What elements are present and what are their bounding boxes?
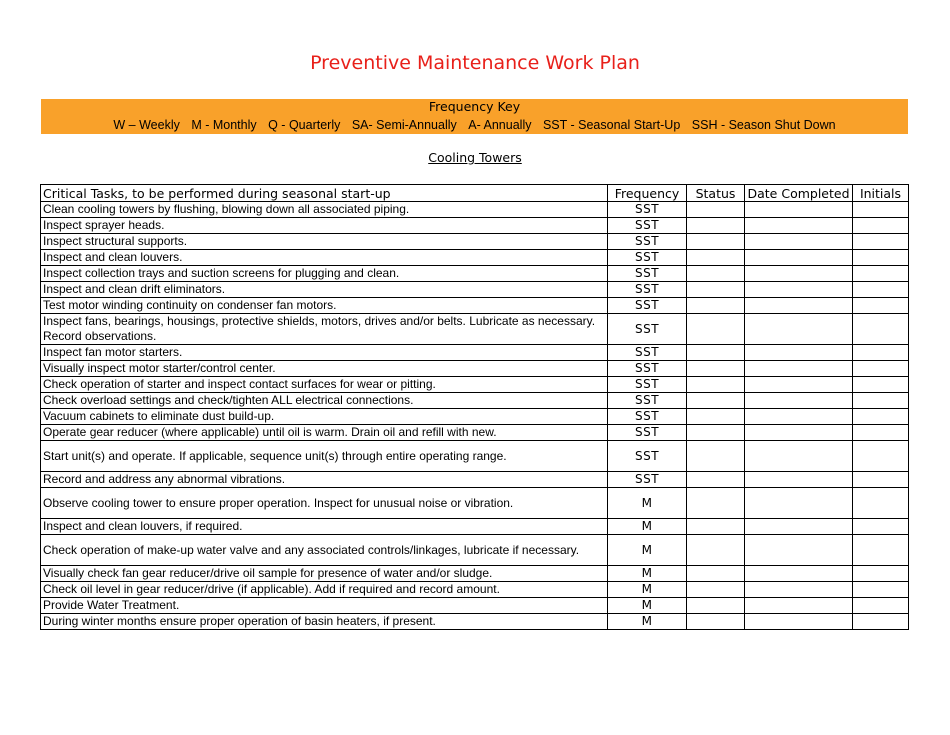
frequency-cell: SST bbox=[608, 266, 687, 282]
frequency-cell: SST bbox=[608, 345, 687, 361]
frequency-cell: SST bbox=[608, 250, 687, 266]
initials-cell[interactable] bbox=[853, 298, 909, 314]
initials-cell[interactable] bbox=[853, 488, 909, 519]
table-row bbox=[41, 488, 909, 519]
date-completed-cell[interactable] bbox=[745, 535, 853, 566]
task-cell: Test motor winding continuity on condenser fan motors. bbox=[41, 298, 608, 314]
frequency-key-heading: Frequency Key bbox=[428, 99, 521, 114]
status-cell[interactable] bbox=[687, 266, 745, 282]
task-cell: Inspect fan motor starters. bbox=[41, 345, 608, 361]
task-cell: Visually check fan gear reducer/drive oil sample for presence of water and/or sludge. bbox=[41, 566, 608, 582]
status-cell[interactable] bbox=[687, 298, 745, 314]
date-completed-cell[interactable] bbox=[745, 425, 853, 441]
task-cell: Observe cooling tower to ensure proper operation. Inspect for unusual noise or vibration. bbox=[41, 488, 608, 519]
table-row bbox=[41, 377, 909, 393]
task-cell: Provide Water Treatment. bbox=[41, 598, 608, 614]
status-cell[interactable] bbox=[687, 566, 745, 582]
initials-cell[interactable] bbox=[853, 218, 909, 234]
status-cell[interactable] bbox=[687, 282, 745, 298]
frequency-cell: M bbox=[608, 614, 687, 630]
task-cell: Record and address any abnormal vibrations. bbox=[41, 472, 608, 488]
key-item-weekly: W – Weekly bbox=[113, 118, 180, 132]
initials-cell[interactable] bbox=[853, 250, 909, 266]
initials-cell[interactable] bbox=[853, 472, 909, 488]
table-row bbox=[41, 598, 909, 614]
frequency-key-band bbox=[41, 99, 908, 134]
frequency-cell: SST bbox=[608, 409, 687, 425]
task-cell: Clean cooling towers by flushing, blowing down all associated piping. bbox=[41, 202, 608, 218]
status-cell[interactable] bbox=[687, 488, 745, 519]
frequency-cell: SST bbox=[608, 314, 687, 345]
frequency-cell: SST bbox=[608, 361, 687, 377]
task-cell: Operate gear reducer (where applicable) until oil is warm. Drain oil and refill with new. bbox=[41, 425, 608, 441]
date-completed-cell[interactable] bbox=[745, 566, 853, 582]
initials-cell[interactable] bbox=[853, 282, 909, 298]
date-completed-cell[interactable] bbox=[745, 202, 853, 218]
table-row bbox=[41, 361, 909, 377]
date-completed-cell[interactable] bbox=[745, 361, 853, 377]
header-frequency: Frequency bbox=[608, 185, 687, 202]
task-cell: Visually inspect motor starter/control center. bbox=[41, 361, 608, 377]
status-cell[interactable] bbox=[687, 202, 745, 218]
date-completed-cell[interactable] bbox=[745, 614, 853, 630]
status-cell[interactable] bbox=[687, 234, 745, 250]
date-completed-cell[interactable] bbox=[745, 266, 853, 282]
key-item-annually: A- Annually bbox=[468, 118, 532, 132]
frequency-cell: SST bbox=[608, 393, 687, 409]
initials-cell[interactable] bbox=[853, 582, 909, 598]
date-completed-cell[interactable] bbox=[745, 582, 853, 598]
task-cell: Inspect and clean drift eliminators. bbox=[41, 282, 608, 298]
table-row bbox=[41, 472, 909, 488]
header-date-completed: Date Completed bbox=[745, 185, 853, 202]
task-cell: Inspect sprayer heads. bbox=[41, 218, 608, 234]
initials-cell[interactable] bbox=[853, 234, 909, 250]
table-row bbox=[41, 266, 909, 282]
table-row bbox=[41, 298, 909, 314]
initials-cell[interactable] bbox=[853, 566, 909, 582]
initials-cell[interactable] bbox=[853, 598, 909, 614]
table-row bbox=[41, 566, 909, 582]
table-row bbox=[41, 202, 909, 218]
date-completed-cell[interactable] bbox=[745, 377, 853, 393]
status-cell[interactable] bbox=[687, 377, 745, 393]
task-table bbox=[40, 184, 909, 630]
task-cell: Check oil level in gear reducer/drive (if applicable). Add if required and record amount. bbox=[41, 582, 608, 598]
initials-cell[interactable] bbox=[853, 393, 909, 409]
table-row bbox=[41, 345, 909, 361]
initials-cell[interactable] bbox=[853, 314, 909, 345]
date-completed-cell[interactable] bbox=[745, 345, 853, 361]
frequency-cell: SST bbox=[608, 377, 687, 393]
date-completed-cell[interactable] bbox=[745, 409, 853, 425]
initials-cell[interactable] bbox=[853, 425, 909, 441]
frequency-cell: M bbox=[608, 566, 687, 582]
status-cell[interactable] bbox=[687, 409, 745, 425]
task-cell: Check operation of starter and inspect contact surfaces for wear or pitting. bbox=[41, 377, 608, 393]
table-row bbox=[41, 519, 909, 535]
date-completed-cell[interactable] bbox=[745, 298, 853, 314]
frequency-cell: M bbox=[608, 598, 687, 614]
status-cell[interactable] bbox=[687, 441, 745, 472]
frequency-cell: M bbox=[608, 488, 687, 519]
initials-cell[interactable] bbox=[853, 614, 909, 630]
status-cell[interactable] bbox=[687, 314, 745, 345]
date-completed-cell[interactable] bbox=[745, 488, 853, 519]
header-initials: Initials bbox=[853, 185, 909, 202]
table-row bbox=[41, 218, 909, 234]
status-cell[interactable] bbox=[687, 345, 745, 361]
table-header-row bbox=[41, 185, 909, 202]
table-row bbox=[41, 582, 909, 598]
table-row bbox=[41, 441, 909, 472]
task-cell: Inspect structural supports. bbox=[41, 234, 608, 250]
date-completed-cell[interactable] bbox=[745, 282, 853, 298]
frequency-cell: SST bbox=[608, 298, 687, 314]
date-completed-cell[interactable] bbox=[745, 598, 853, 614]
table-row bbox=[41, 250, 909, 266]
task-cell: Check overload settings and check/tighten ALL electrical connections. bbox=[41, 393, 608, 409]
initials-cell[interactable] bbox=[853, 345, 909, 361]
initials-cell[interactable] bbox=[853, 377, 909, 393]
status-cell[interactable] bbox=[687, 361, 745, 377]
frequency-cell: SST bbox=[608, 218, 687, 234]
status-cell[interactable] bbox=[687, 519, 745, 535]
status-cell[interactable] bbox=[687, 425, 745, 441]
date-completed-cell[interactable] bbox=[745, 218, 853, 234]
status-cell[interactable] bbox=[687, 218, 745, 234]
key-item-seasonal-start-up: SST - Seasonal Start-Up bbox=[542, 118, 681, 132]
table-row bbox=[41, 393, 909, 409]
table-row bbox=[41, 425, 909, 441]
initials-cell[interactable] bbox=[853, 266, 909, 282]
date-completed-cell[interactable] bbox=[745, 250, 853, 266]
table-row bbox=[41, 614, 909, 630]
table-row bbox=[41, 314, 909, 345]
status-cell[interactable] bbox=[687, 250, 745, 266]
date-completed-cell[interactable] bbox=[745, 519, 853, 535]
header-critical-tasks: Critical Tasks, to be performed during seasonal start-up bbox=[41, 185, 608, 202]
key-item-monthly: M - Monthly bbox=[191, 118, 257, 132]
key-item-semi-annually: SA- Semi-Annually bbox=[351, 118, 457, 132]
frequency-cell: SST bbox=[608, 441, 687, 472]
frequency-cell: SST bbox=[608, 472, 687, 488]
status-cell[interactable] bbox=[687, 535, 745, 566]
task-cell: Inspect collection trays and suction screens for plugging and clean. bbox=[41, 266, 608, 282]
initials-cell[interactable] bbox=[853, 441, 909, 472]
initials-cell[interactable] bbox=[853, 535, 909, 566]
status-cell[interactable] bbox=[687, 472, 745, 488]
date-completed-cell[interactable] bbox=[745, 314, 853, 345]
date-completed-cell[interactable] bbox=[745, 472, 853, 488]
status-cell[interactable] bbox=[687, 582, 745, 598]
page-title: Preventive Maintenance Work Plan bbox=[310, 52, 640, 74]
task-cell: Vacuum cabinets to eliminate dust build-up. bbox=[41, 409, 608, 425]
frequency-cell: M bbox=[608, 519, 687, 535]
table-row bbox=[41, 409, 909, 425]
task-cell: Inspect and clean louvers. bbox=[41, 250, 608, 266]
header-status: Status bbox=[687, 185, 745, 202]
task-cell: Inspect and clean louvers, if required. bbox=[41, 519, 608, 535]
table-row bbox=[41, 234, 909, 250]
key-item-quarterly: Q - Quarterly bbox=[268, 118, 341, 132]
task-cell: During winter months ensure proper operation of basin heaters, if present. bbox=[41, 614, 608, 630]
frequency-cell: M bbox=[608, 535, 687, 566]
section-title: Cooling Towers bbox=[428, 150, 522, 165]
status-cell[interactable] bbox=[687, 393, 745, 409]
frequency-cell: SST bbox=[608, 425, 687, 441]
date-completed-cell[interactable] bbox=[745, 441, 853, 472]
date-completed-cell[interactable] bbox=[745, 234, 853, 250]
task-cell: Start unit(s) and operate. If applicable, sequence unit(s) through entire operating range. bbox=[41, 441, 608, 472]
table-row bbox=[41, 282, 909, 298]
task-cell: Inspect fans, bearings, housings, protective shields, motors, drives and/or belts. Lubricate as necessary. Record observations. bbox=[41, 314, 608, 345]
initials-cell[interactable] bbox=[853, 519, 909, 535]
task-cell: Check operation of make-up water valve and any associated controls/linkages, lubricate if necessary. bbox=[41, 535, 608, 566]
date-completed-cell[interactable] bbox=[745, 393, 853, 409]
frequency-cell: SST bbox=[608, 282, 687, 298]
initials-cell[interactable] bbox=[853, 202, 909, 218]
status-cell[interactable] bbox=[687, 598, 745, 614]
frequency-cell: SST bbox=[608, 202, 687, 218]
initials-cell[interactable] bbox=[853, 409, 909, 425]
key-item-season-shut-down: SSH - Season Shut Down bbox=[691, 118, 836, 132]
table-row bbox=[41, 535, 909, 566]
frequency-cell: M bbox=[608, 582, 687, 598]
frequency-cell: SST bbox=[608, 234, 687, 250]
status-cell[interactable] bbox=[687, 614, 745, 630]
frequency-key-items bbox=[41, 117, 908, 133]
initials-cell[interactable] bbox=[853, 361, 909, 377]
